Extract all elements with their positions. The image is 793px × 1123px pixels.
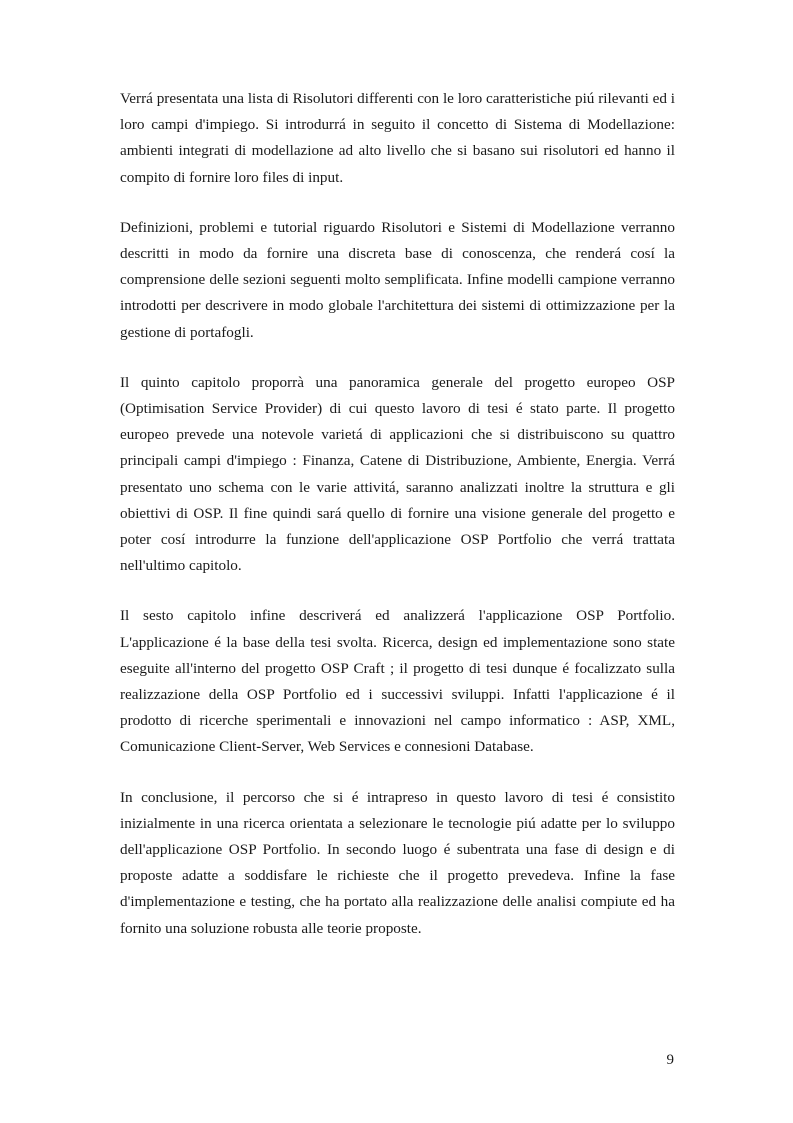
paragraph-5: In conclusione, il percorso che si é intrapreso in questo lavoro di tesi é consistito inizialmente in una ricerca orientata a selezionare le tecnologie piú adatte per lo sviluppo dell'applicazione OSP Portfolio. In secondo luogo é subentrata una fase di design e di proposte adatte a soddisfare le richieste che il progetto prevedeva. Infine la fase d'implementazione e testing, che ha portato alla realizzazione delle analisi compiute ed ha fornito una soluzione robusta alle teorie proposte. [120, 788, 675, 937]
document-body [120, 86, 675, 966]
page-number: 9 [666, 1052, 674, 1068]
paragraph-1: Verrá presentata una lista di Risolutori differenti con le loro caratteristiche piú rilevanti ed i loro campi d'impiego. Si introdurrá in seguito il concetto di Sistema di Modellazione: ambienti integrati di modellazione ad alto livello che si basano sui risolutori ed hanno il compito di fornire loro files di input. [120, 90, 675, 186]
paragraph-4: Il sesto capitolo infine descriverá ed analizzerá l'applicazione OSP Portfolio. L'applicazione é la base della tesi svolta. Ricerca, design ed implementazione sono state eseguite all'interno del progetto OSP Craft ; il progetto di tesi dunque é focalizzato sulla realizzazione della OSP Portfolio ed i successivi sviluppi. Infatti l'applicazione é il prodotto di ricerche sperimentali e innovazioni nel campo informatico : ASP, XML, Comunicazione Client-Server, Web Services e connesioni Database. [120, 607, 675, 756]
paragraph-3: Il quinto capitolo proporrà una panoramica generale del progetto europeo OSP (Optimisation Service Provider) di cui questo lavoro di tesi é stato parte. Il progetto europeo prevede una notevole varietá di applicazioni che si distribuiscono su quattro principali campi d'impiego : Finanza, Catene di Distribuzione, Ambiente, Energia. Verrá presentato uno schema con le varie attivitá, saranno analizzati inoltre la struttura e gli obiettivi di OSP. Il fine quindi sará quello di fornire una visione generale del progetto e poter cosí introdurre la funzione dell'applicazione OSP Portfolio che verrá trattata nell'ultimo capitolo. [120, 373, 675, 575]
paragraph-2: Definizioni, problemi e tutorial riguardo Risolutori e Sistemi di Modellazione verranno descritti in modo da fornire una discreta base di conoscenza, che renderá cosí la comprensione delle sezioni seguenti molto semplificata. Infine modelli campione verranno introdotti per descrivere in modo globale l'architettura dei sistemi di ottimizzazione per la gestione di portafogli. [120, 218, 675, 341]
